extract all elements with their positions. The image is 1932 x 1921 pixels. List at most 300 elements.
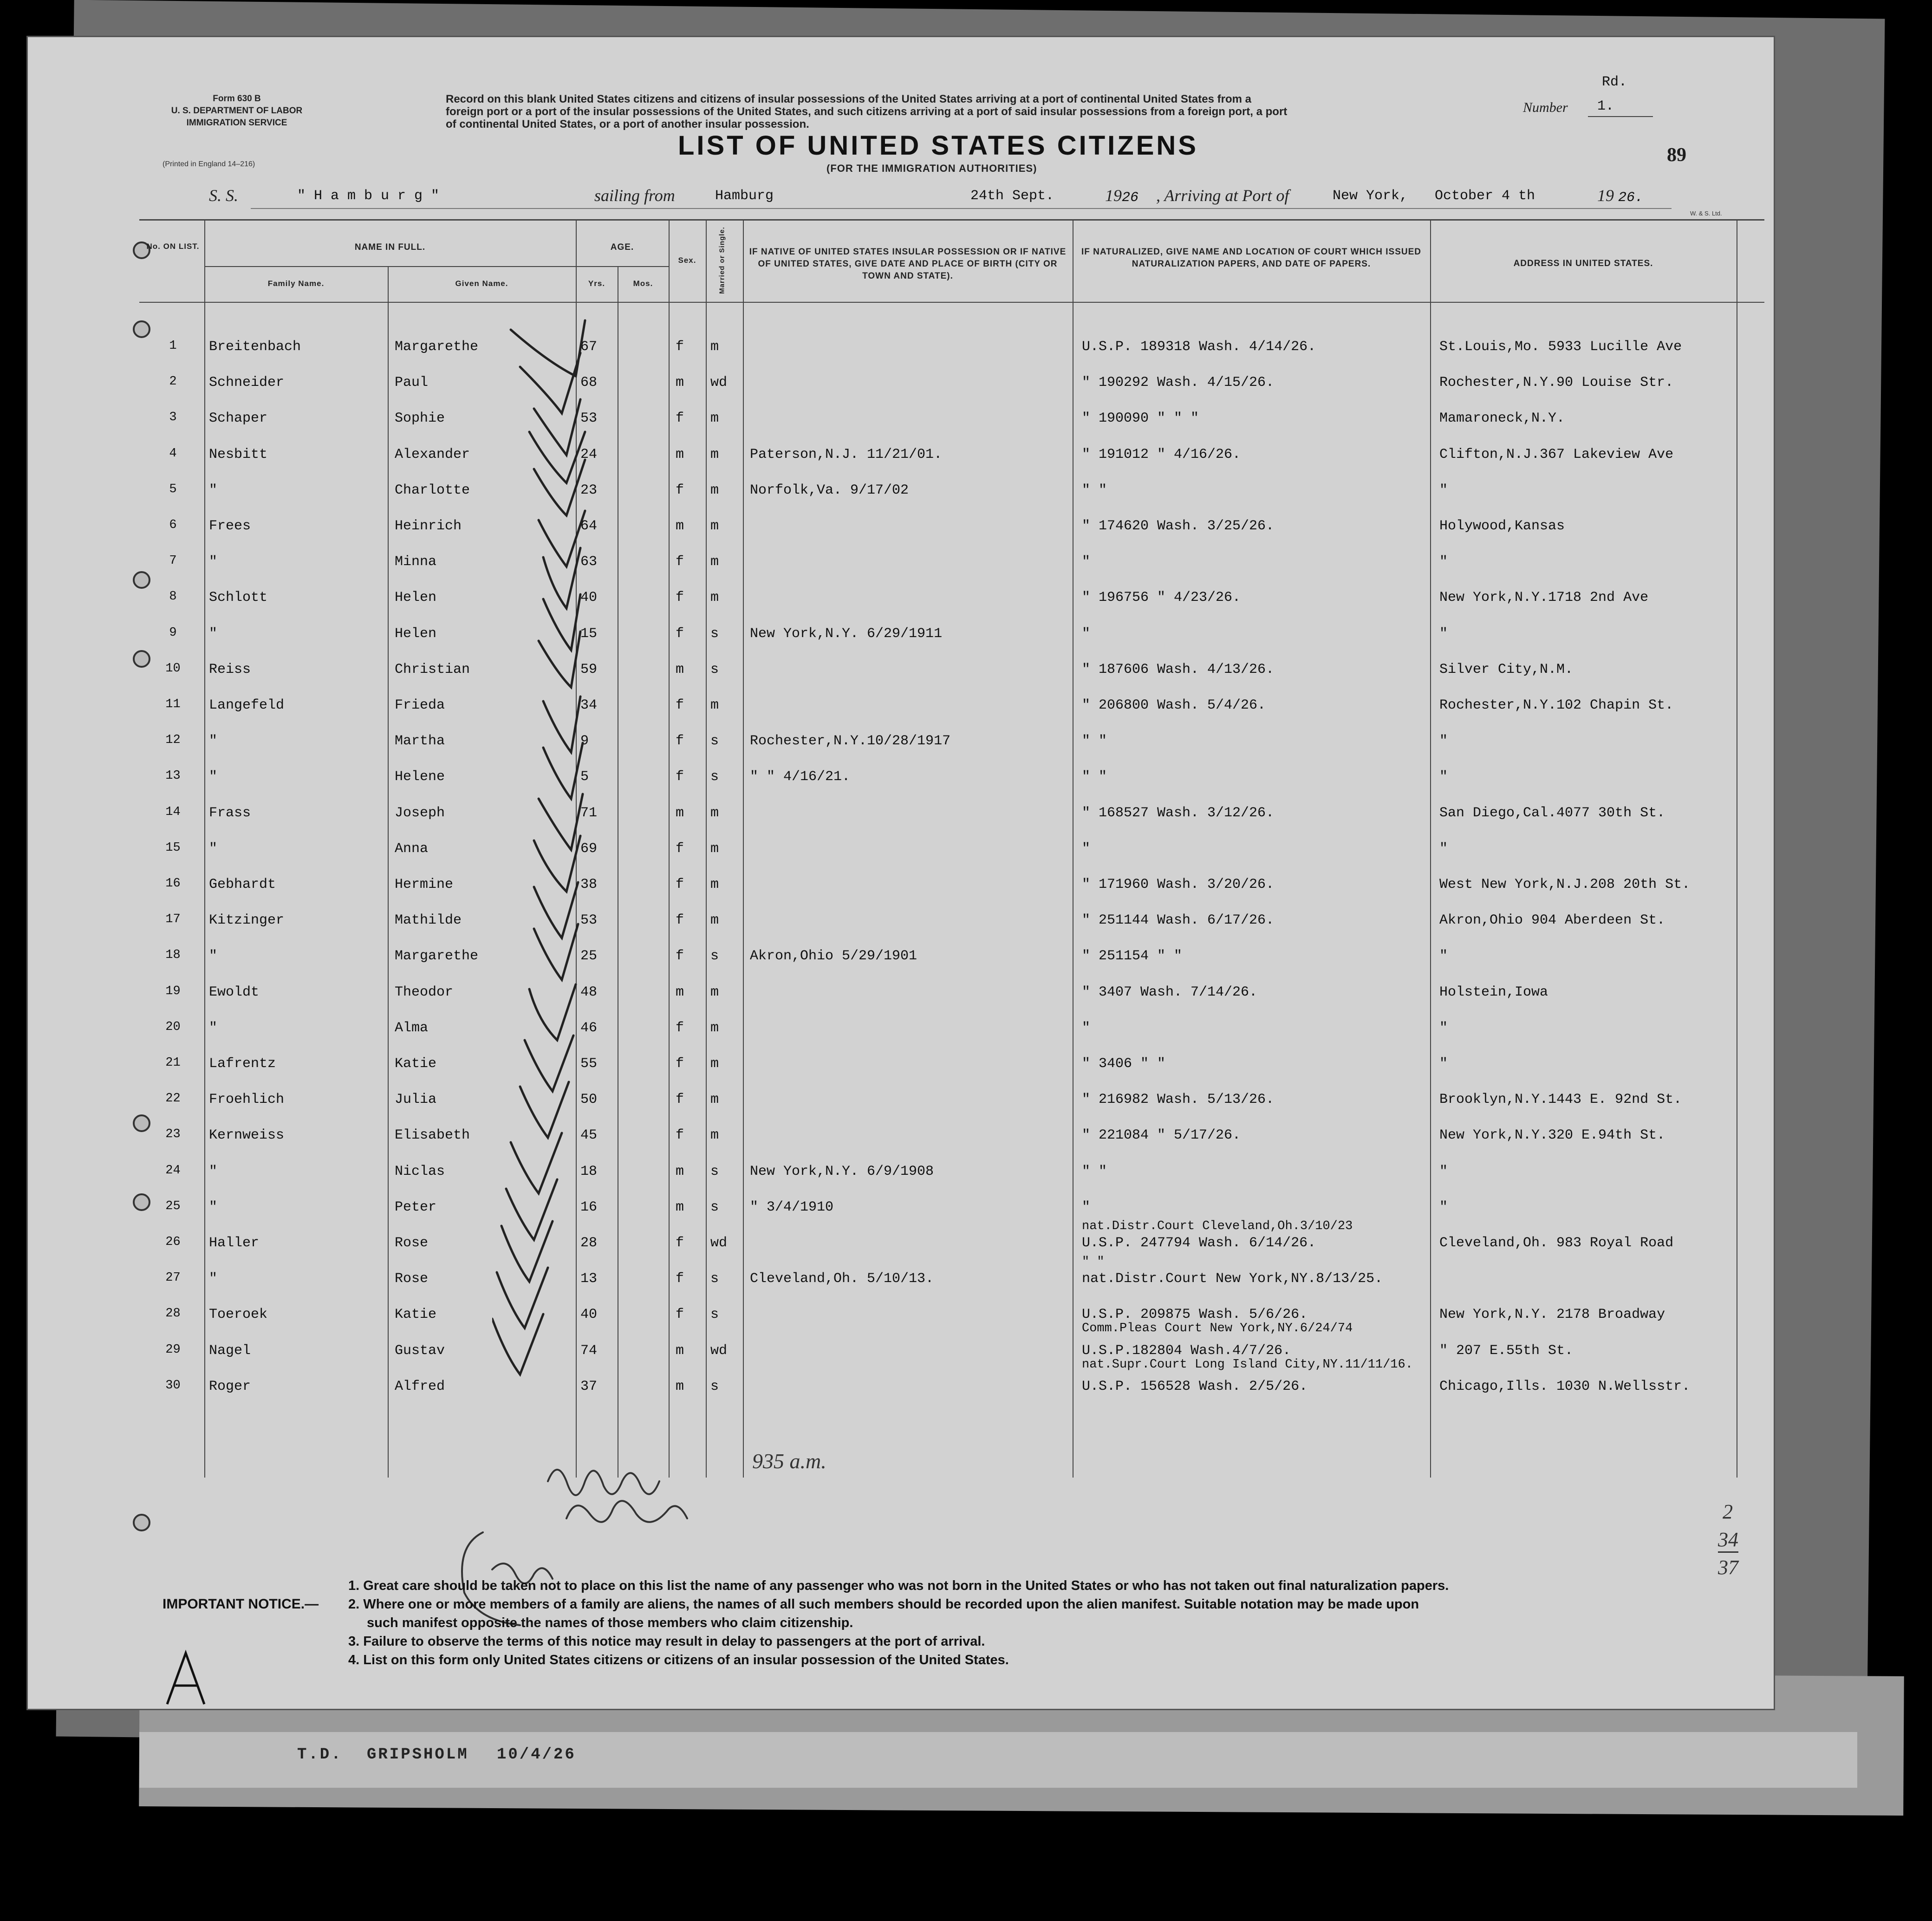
cell-given: Helen — [395, 626, 437, 642]
cell-no: 10 — [165, 662, 181, 676]
cell-given: Christian — [395, 662, 470, 677]
voyage-underline — [251, 208, 1672, 209]
cell-given: Charlotte — [395, 482, 470, 498]
cell-nat: " 251154 " " — [1082, 948, 1183, 964]
cell-age: 50 — [580, 1092, 598, 1107]
cell-age: 28 — [580, 1235, 598, 1251]
cell-no: 29 — [165, 1343, 181, 1357]
cell-sex: f — [676, 1307, 684, 1322]
cell-birth: New York,N.Y. 6/29/1911 — [750, 626, 943, 642]
cell-nat: U.S.P. 156528 Wash. 2/5/26. — [1082, 1379, 1308, 1394]
cell-nat: " 191012 " 4/16/26. — [1082, 447, 1241, 462]
cell-age: 53 — [580, 410, 598, 426]
cell-family: " — [209, 733, 218, 749]
cell-birth: Rochester,N.Y.10/28/1917 — [750, 733, 951, 749]
check-marks — [492, 316, 613, 1523]
cell-no: 3 — [169, 410, 177, 424]
header-bottom-rule — [139, 302, 1764, 303]
cell-age: 13 — [580, 1271, 598, 1287]
year-prefix — [1105, 186, 1138, 206]
cell-family: " — [209, 1164, 218, 1179]
cell-given: Margarethe — [395, 948, 479, 964]
header-yrs: Yrs. — [588, 279, 605, 288]
cell-ms: wd — [710, 1235, 728, 1251]
page-number: 89 — [1667, 144, 1686, 166]
cell-nat: " 174620 Wash. 3/25/26. — [1082, 518, 1275, 534]
cell-birth: Paterson,N.J. 11/21/01. — [750, 447, 943, 462]
cell-age: 74 — [580, 1343, 598, 1359]
cell-no: 24 — [165, 1164, 181, 1178]
intro-line: of continental United States, or a port of another insular possession. — [446, 118, 809, 130]
cell-no: 17 — [165, 912, 181, 926]
cell-given: Theodor — [395, 984, 454, 1000]
cell-sex: f — [676, 339, 684, 355]
cell-age: 53 — [580, 912, 598, 928]
cell-nat: " 190292 Wash. 4/15/26. — [1082, 375, 1275, 391]
cell-addr: Brooklyn,N.Y.1443 E. 92nd St. — [1439, 1092, 1682, 1107]
header-mos: Mos. — [633, 279, 653, 288]
cell-ms: s — [710, 1379, 719, 1394]
cell-ms: m — [710, 1020, 719, 1036]
cell-ms: s — [710, 626, 719, 642]
cell-ms: s — [710, 1164, 719, 1179]
intro-line: foreign port or a port of the insular possessions of the United States, and such citizens arriving at a port of said insular possessions from a foreign port, a port — [446, 105, 1288, 118]
strip-text-c: 10/4/26 — [497, 1746, 576, 1764]
cell-family: Ewoldt — [209, 984, 260, 1000]
cell-addr: " — [1439, 482, 1448, 498]
cell-addr: Holstein,Iowa — [1439, 984, 1548, 1000]
cell-no: 5 — [169, 482, 177, 496]
cell-sex: f — [676, 1092, 684, 1107]
cell-nat: " 3407 Wash. 7/14/26. — [1082, 984, 1258, 1000]
cell-sex: f — [676, 590, 684, 606]
notice-item-3: 3. Failure to observe the terms of this notice may result in delay to passengers at the port of arrival. — [348, 1634, 985, 1649]
cell-given: Rose — [395, 1235, 429, 1251]
cell-given: Frieda — [395, 697, 445, 713]
cell-ms: s — [710, 948, 719, 964]
cell-given: Julia — [395, 1092, 437, 1107]
cell-ms: s — [710, 662, 719, 677]
cell-no: 7 — [169, 554, 177, 568]
cell-age: 23 — [580, 482, 598, 498]
cell-ms: m — [710, 805, 719, 821]
cell-age: 64 — [580, 518, 598, 534]
cell-sex: m — [676, 662, 684, 677]
cell-family: " — [209, 626, 218, 642]
arrival-year-suffix: 26. — [1618, 190, 1644, 206]
cell-age: 55 — [580, 1056, 598, 1072]
cell-family: Langefeld — [209, 697, 285, 713]
cell-nat: " " — [1082, 769, 1107, 785]
age-sub-rule — [576, 266, 669, 267]
ship-name: " H a m b u r g " — [297, 188, 440, 204]
cell-sex: m — [676, 805, 684, 821]
cell-sex: m — [676, 447, 684, 462]
cell-age: 40 — [580, 590, 598, 606]
arriving-label: , Arriving at Port of — [1156, 186, 1289, 205]
cell-age: 71 — [580, 805, 598, 821]
header-address: ADDRESS IN UNITED STATES. — [1513, 259, 1653, 268]
notice-item-4: 4. List on this form only United States citizens or citizens of an insular possession of the United States. — [348, 1653, 1009, 1667]
cell-birth: " " 4/16/21. — [750, 769, 851, 785]
cell-nat-pre: " " — [1082, 1255, 1105, 1269]
printer-mark: W. & S. Ltd. — [1690, 210, 1722, 217]
arrival-year-prefix: 19 — [1597, 186, 1614, 205]
cell-age: 5 — [580, 769, 589, 785]
cell-sex: m — [676, 518, 684, 534]
cell-family: " — [209, 948, 218, 964]
header-naturalization: IF NATURALIZED, GIVE NAME AND LOCATION OF COURT WHICH ISSUED NATURALIZATION PAPERS, AND DATE OF PAPERS. — [1081, 247, 1421, 269]
cell-no: 8 — [169, 590, 177, 604]
col-rule — [669, 219, 670, 1478]
cell-no: 26 — [165, 1235, 181, 1249]
sailing-from-label: sailing from — [594, 186, 675, 205]
cell-family: Reiss — [209, 662, 251, 677]
cell-family: Toeroek — [209, 1307, 268, 1322]
cell-addr: " — [1439, 841, 1448, 857]
cell-addr: " — [1439, 554, 1448, 570]
cell-no: 21 — [165, 1056, 181, 1070]
cell-given: Anna — [395, 841, 429, 857]
cell-nat: " — [1082, 1020, 1091, 1036]
header-no-on-list: No. ON LIST. — [146, 242, 200, 251]
ss-label: S. S. — [209, 186, 238, 205]
cell-ms: s — [710, 733, 719, 749]
cell-birth: New York,N.Y. 6/9/1908 — [750, 1164, 934, 1179]
cell-no: 23 — [165, 1127, 181, 1141]
cell-nat: " " — [1082, 1164, 1107, 1179]
departure-port: Hamburg — [715, 188, 774, 204]
cell-given: Heinrich — [395, 518, 462, 534]
cell-no: 6 — [169, 518, 177, 532]
cell-family: Breitenbach — [209, 339, 301, 355]
cell-nat: " 221084 " 5/17/26. — [1082, 1127, 1241, 1143]
cell-family: Haller — [209, 1235, 260, 1251]
cell-ms: m — [710, 912, 719, 928]
cell-no: 13 — [165, 769, 181, 783]
cell-birth: Norfolk,Va. 9/17/02 — [750, 482, 909, 498]
cell-addr: " — [1439, 1164, 1448, 1179]
cell-nat: U.S.P. 209875 Wash. 5/6/26. — [1082, 1307, 1308, 1322]
cell-sex: f — [676, 912, 684, 928]
cell-addr: " — [1439, 769, 1448, 785]
notice-item-1: 1. Great care should be taken not to place on this list the name of any passenger who was not born in the United States or who has not taken out final naturalization papers. — [348, 1578, 1449, 1593]
cell-family: " — [209, 841, 218, 857]
cell-age: 46 — [580, 1020, 598, 1036]
cell-nat: U.S.P. 189318 Wash. 4/14/26. — [1082, 339, 1316, 355]
cell-sex: m — [676, 1199, 684, 1215]
cell-no: 11 — [165, 697, 181, 711]
cell-nat: U.S.P.182804 Wash.4/7/26. — [1082, 1343, 1291, 1359]
cell-age: 25 — [580, 948, 598, 964]
tally-b: 34 — [1718, 1528, 1738, 1553]
cell-addr: " — [1439, 733, 1448, 749]
cell-addr: " — [1439, 1020, 1448, 1036]
arrival-port: New York, — [1333, 188, 1408, 204]
cell-ms: m — [710, 447, 719, 462]
cell-ms: wd — [710, 1343, 728, 1359]
cell-ms: m — [710, 1127, 719, 1143]
punch-hole — [133, 571, 150, 589]
form-id-block — [167, 93, 306, 129]
printed-in-note: (Printed in England 14–216) — [163, 160, 255, 168]
cell-family: " — [209, 554, 218, 570]
header-family-name: Family Name. — [267, 279, 325, 288]
rd-label: Rd. — [1602, 74, 1627, 90]
cell-age: 59 — [580, 662, 598, 677]
cell-ms: s — [710, 1307, 719, 1322]
cell-ms: m — [710, 877, 719, 892]
cell-addr: New York,N.Y. 2178 Broadway — [1439, 1307, 1665, 1322]
time-annotation: 935 a.m. — [752, 1449, 826, 1473]
form-subtitle: (FOR THE IMMIGRATION AUTHORITIES) — [826, 163, 1037, 174]
cell-given: Margarethe — [395, 339, 479, 355]
year-suffix: 26 — [1122, 190, 1139, 206]
cell-family: Frees — [209, 518, 251, 534]
cell-sex: m — [676, 375, 684, 391]
cell-age: 37 — [580, 1379, 598, 1394]
cell-addr: Akron,Ohio 904 Aberdeen St. — [1439, 912, 1665, 928]
cell-sex: f — [676, 1127, 684, 1143]
cell-ms: m — [710, 518, 719, 534]
cell-addr: " — [1439, 626, 1448, 642]
col-rule — [706, 219, 707, 1478]
cell-age: 67 — [580, 339, 598, 355]
cell-sex: f — [676, 1235, 684, 1251]
cell-addr: " — [1439, 1199, 1448, 1215]
cell-family: Kernweiss — [209, 1127, 285, 1143]
cell-sex: f — [676, 1271, 684, 1287]
cell-family: Schneider — [209, 375, 285, 391]
cell-addr: Holywood,Kansas — [1439, 518, 1565, 534]
cell-given: Alfred — [395, 1379, 445, 1394]
cell-nat: " 171960 Wash. 3/20/26. — [1082, 877, 1275, 892]
cell-sex: f — [676, 554, 684, 570]
cell-sex: m — [676, 1379, 684, 1394]
cell-given: Katie — [395, 1307, 437, 1322]
cell-nat: " " — [1082, 482, 1107, 498]
cell-sex: f — [676, 410, 684, 426]
cell-given: Elisabeth — [395, 1127, 470, 1143]
cell-nat: " 190090 " " " — [1082, 410, 1199, 426]
cell-sex: f — [676, 626, 684, 642]
cell-nat: " 196756 " 4/23/26. — [1082, 590, 1241, 606]
cell-sex: f — [676, 1020, 684, 1036]
cell-age: 9 — [580, 733, 589, 749]
cell-birth: " 3/4/1910 — [750, 1199, 834, 1215]
number-underline — [1588, 116, 1653, 117]
cell-given: Sophie — [395, 410, 445, 426]
cell-age: 69 — [580, 841, 598, 857]
number-value: 1. — [1597, 98, 1614, 114]
cell-nat: " 168527 Wash. 3/12/26. — [1082, 805, 1275, 821]
col-rule — [204, 219, 205, 1478]
cell-no: 2 — [169, 375, 177, 389]
cell-family: Schaper — [209, 410, 268, 426]
cell-family: Nagel — [209, 1343, 251, 1359]
cell-no: 16 — [165, 877, 181, 891]
cell-age: 15 — [580, 626, 598, 642]
cell-ms: m — [710, 984, 719, 1000]
cell-nat: " 187606 Wash. 4/13/26. — [1082, 662, 1275, 677]
cell-nat-post: Comm.Pleas Court New York,NY.6/24/74 — [1082, 1322, 1353, 1335]
cell-no: 14 — [165, 805, 181, 819]
tally-a: 2 — [1723, 1500, 1733, 1523]
cell-no: 20 — [165, 1020, 181, 1034]
cell-no: 15 — [165, 841, 181, 855]
cell-no: 12 — [165, 733, 181, 747]
cell-birth: Cleveland,Oh. 5/10/13. — [750, 1271, 934, 1287]
intro-line: Record on this blank United States citizens and citizens of insular possessions of the United States arriving at a port of continental United States from a — [446, 93, 1251, 105]
cell-addr: Silver City,N.M. — [1439, 662, 1574, 677]
cell-addr: Rochester,N.Y.90 Louise Str. — [1439, 375, 1674, 391]
year-prefix-text: 19 — [1105, 186, 1122, 205]
cell-age: 16 — [580, 1199, 598, 1215]
cell-sex: f — [676, 697, 684, 713]
cell-no: 25 — [165, 1199, 181, 1213]
col-rule — [1430, 219, 1431, 1478]
next-page-strip — [139, 1732, 1857, 1788]
letter-a-mark — [163, 1648, 209, 1709]
cell-family: " — [209, 769, 218, 785]
cell-sex: f — [676, 948, 684, 964]
form-number: Form 630 B — [213, 94, 261, 104]
cell-nat: " 3406 " " — [1082, 1056, 1166, 1072]
cell-given: Helen — [395, 590, 437, 606]
header-birth: IF NATIVE OF UNITED STATES INSULAR POSSESSION OR IF NATIVE OF UNITED STATES, GIVE DATE AND PLACE OF BIRTH (CITY OR TOWN AND STATE). — [749, 247, 1067, 281]
punch-hole — [133, 320, 150, 338]
cell-ms: s — [710, 1271, 719, 1287]
cell-given: Niclas — [395, 1164, 445, 1179]
cell-family: Schlott — [209, 590, 268, 606]
notice-item-2-cont: such manifest opposite the names of those members who claim citizenship. — [367, 1615, 853, 1630]
header-given-name: Given Name. — [455, 279, 508, 288]
cell-nat-post: nat.Supr.Court Long Island City,NY.11/11/16. — [1082, 1358, 1413, 1372]
cell-sex: f — [676, 733, 684, 749]
cell-no: 30 — [165, 1379, 181, 1393]
cell-addr: Clifton,N.J.367 Lakeview Ave — [1439, 447, 1674, 462]
col-rule — [388, 266, 389, 1478]
cell-ms: s — [710, 1199, 719, 1215]
cell-no: 22 — [165, 1092, 181, 1106]
cell-age: 18 — [580, 1164, 598, 1179]
cell-given: Peter — [395, 1199, 437, 1215]
cell-given: Alma — [395, 1020, 429, 1036]
cell-age: 24 — [580, 447, 598, 462]
header-sex: Sex. — [678, 256, 696, 265]
cell-no: 28 — [165, 1307, 181, 1321]
strip-text-b: GRIPSHOLM — [367, 1746, 469, 1764]
notice-item-2: 2. Where one or more members of a family are aliens, the names of all such members should be recorded upon the alien manifest. Suitable notation may be made upon — [348, 1597, 1419, 1612]
cell-no: 1 — [169, 339, 177, 353]
cell-addr: Chicago,Ills. 1030 N.Wellsstr. — [1439, 1379, 1691, 1394]
cell-given: Martha — [395, 733, 445, 749]
notice-body — [348, 1576, 1769, 1669]
punch-hole — [133, 1514, 150, 1531]
cell-addr: New York,N.Y.1718 2nd Ave — [1439, 590, 1649, 606]
arrival-date: October 4 th — [1435, 188, 1535, 204]
table-top-rule — [139, 219, 1764, 221]
cell-sex: f — [676, 769, 684, 785]
cell-ms: m — [710, 590, 719, 606]
cell-addr: " — [1439, 948, 1448, 964]
col-rule — [743, 219, 744, 1478]
notice-label: IMPORTANT NOTICE.— — [163, 1596, 319, 1612]
cell-ms: wd — [710, 375, 728, 391]
cell-given: Paul — [395, 375, 429, 391]
cell-family: " — [209, 1020, 218, 1036]
cell-no: 27 — [165, 1271, 181, 1285]
cell-sex: f — [676, 877, 684, 892]
cell-family: " — [209, 1271, 218, 1287]
cell-family: " — [209, 1199, 218, 1215]
cell-nat: " — [1082, 626, 1091, 642]
cell-family: Roger — [209, 1379, 251, 1394]
cell-ms: m — [710, 410, 719, 426]
cell-given: Katie — [395, 1056, 437, 1072]
cell-addr: San Diego,Cal.4077 30th St. — [1439, 805, 1665, 821]
cell-age: 68 — [580, 375, 598, 391]
cell-ms: m — [710, 339, 719, 355]
form-title: LIST OF UNITED STATES CITIZENS — [678, 130, 1198, 161]
cell-no: 4 — [169, 447, 177, 461]
cell-addr: West New York,N.J.208 20th St. — [1439, 877, 1691, 892]
department-name: U. S. DEPARTMENT OF LABOR — [171, 106, 303, 116]
cell-ms: m — [710, 841, 719, 857]
cell-nat: nat.Distr.Court New York,NY.8/13/25. — [1082, 1271, 1383, 1287]
header-age: AGE. — [610, 242, 634, 252]
cell-nat: " 251144 Wash. 6/17/26. — [1082, 912, 1275, 928]
cell-sex: m — [676, 984, 684, 1000]
cell-family: Kitzinger — [209, 912, 285, 928]
cell-age: 38 — [580, 877, 598, 892]
cell-given: Gustav — [395, 1343, 445, 1359]
cell-nat-pre: nat.Distr.Court Cleveland,Oh.3/10/23 — [1082, 1219, 1353, 1233]
cell-family: Gebhardt — [209, 877, 276, 892]
cell-sex: f — [676, 1056, 684, 1072]
cell-addr: " — [1439, 1056, 1448, 1072]
cell-given: Mathilde — [395, 912, 462, 928]
departure-date: 24th Sept. — [970, 188, 1054, 204]
cell-ms: m — [710, 1056, 719, 1072]
cell-nat: " 206800 Wash. 5/4/26. — [1082, 697, 1266, 713]
arrival-year — [1597, 186, 1643, 206]
header-married-single: Married or Single. — [718, 227, 726, 294]
cell-age: 40 — [580, 1307, 598, 1322]
cell-family: Nesbitt — [209, 447, 268, 462]
cell-family: " — [209, 482, 218, 498]
cell-addr: Rochester,N.Y.102 Chapin St. — [1439, 697, 1674, 713]
cell-age: 34 — [580, 697, 598, 713]
cell-given: Hermine — [395, 877, 454, 892]
cell-no: 9 — [169, 626, 177, 640]
cell-nat: U.S.P. 247794 Wash. 6/14/26. — [1082, 1235, 1316, 1251]
cell-given: Alexander — [395, 447, 470, 462]
strip-text-a: T.D. — [297, 1746, 343, 1764]
cell-ms: m — [710, 554, 719, 570]
cell-nat: " 216982 Wash. 5/13/26. — [1082, 1092, 1275, 1107]
cell-family: Frass — [209, 805, 251, 821]
cell-no: 18 — [165, 948, 181, 962]
cell-given: Helene — [395, 769, 445, 785]
cell-age: 48 — [580, 984, 598, 1000]
cell-sex: m — [676, 1343, 684, 1359]
tally-c: 37 — [1718, 1556, 1738, 1579]
cell-birth: Akron,Ohio 5/29/1901 — [750, 948, 917, 964]
cell-given: Joseph — [395, 805, 445, 821]
cell-family: Froehlich — [209, 1092, 285, 1107]
cell-addr: St.Louis,Mo. 5933 Lucille Ave — [1439, 339, 1682, 355]
